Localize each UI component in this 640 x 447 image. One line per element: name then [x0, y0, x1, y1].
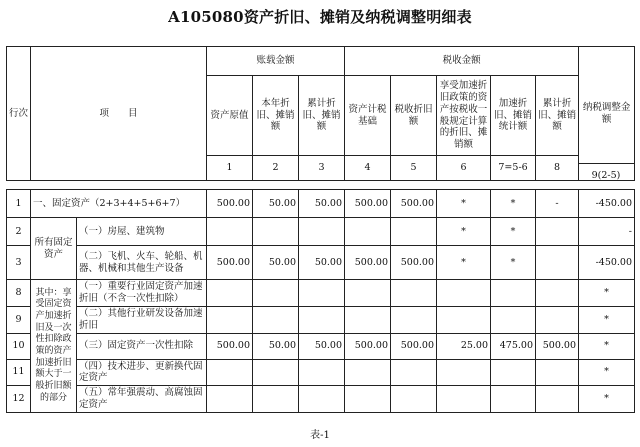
group-label-fixed-assets: 所有固定资产 [31, 218, 77, 280]
cell-accum-depreciation: 50.00 [299, 246, 345, 280]
cell-tax-depreciation: 500.00 [391, 333, 437, 359]
cell-tax-adjustment: * [579, 333, 635, 359]
cell-annual-depreciation [253, 306, 299, 333]
col-header-4: 资产计税基础 [345, 76, 391, 156]
col-number-1: 1 [207, 156, 253, 181]
cell-asset-value [207, 306, 253, 333]
row-number: 10 [7, 333, 31, 359]
cell-tax-basis [345, 218, 391, 246]
cell-tax-depreciation [391, 280, 437, 307]
cell-asset-value: 500.00 [207, 333, 253, 359]
cell-tax-depreciation [391, 359, 437, 386]
col-number-8: 8 [536, 156, 579, 181]
cell-tax-adjustment: -450.00 [579, 190, 635, 218]
cell-tax-depreciation: 500.00 [391, 246, 437, 280]
col-header-7: 加速折旧、摊销统计额 [491, 76, 536, 156]
row-number: 2 [7, 218, 31, 246]
row-label: （二）飞机、火车、轮船、机器、机械和其他生产设备 [77, 246, 207, 280]
cell-tax-adjustment: * [579, 306, 635, 333]
cell-accel-stat: * [491, 218, 536, 246]
cell-accum-depreciation [299, 218, 345, 246]
cell-accum-depreciation [299, 280, 345, 307]
col-number-5: 5 [391, 156, 437, 181]
cell-tax-basis [345, 359, 391, 386]
page-footer: 表-1 [310, 430, 330, 441]
cell-tax-accum [536, 359, 579, 386]
row-number: 11 [7, 359, 31, 386]
table-row [7, 280, 635, 307]
cell-general-depreciation: * [437, 190, 491, 218]
cell-general-depreciation: * [437, 218, 491, 246]
cell-accel-stat [491, 280, 536, 307]
row-number: 9 [7, 306, 31, 333]
cell-tax-basis: 500.00 [345, 246, 391, 280]
table-row [7, 218, 635, 246]
cell-general-depreciation [437, 386, 491, 413]
row-label: （一）重要行业固定资产加速折旧（不含一次性扣除） [77, 280, 207, 307]
cell-accel-stat: * [491, 246, 536, 280]
row-number: 1 [7, 190, 31, 218]
cell-asset-value: 500.00 [207, 246, 253, 280]
cell-accum-depreciation [299, 306, 345, 333]
col-header-6: 享受加速折旧政策的资产按税收一般规定计算的折旧、摊销额 [437, 76, 491, 156]
cell-tax-adjustment: - [579, 218, 635, 246]
cell-tax-accum: 500.00 [536, 333, 579, 359]
col-header-8: 累计折旧、摊销额 [536, 76, 579, 156]
row-label: （三）固定资产一次性扣除 [77, 333, 207, 359]
cell-accel-stat: * [491, 190, 536, 218]
row-label: （一）房屋、建筑物 [77, 218, 207, 246]
cell-tax-accum: - [536, 190, 579, 218]
cell-tax-basis [345, 306, 391, 333]
col-number-9: 9(2-5) [578, 163, 634, 188]
cell-tax-basis [345, 280, 391, 307]
table-row [7, 333, 635, 359]
cell-general-depreciation [437, 359, 491, 386]
table-row [7, 246, 635, 280]
cell-accel-stat [491, 359, 536, 386]
cell-annual-depreciation [253, 359, 299, 386]
cell-tax-depreciation [391, 218, 437, 246]
cell-annual-depreciation: 50.00 [253, 246, 299, 280]
cell-tax-adjustment: * [579, 280, 635, 307]
cell-general-depreciation [437, 306, 491, 333]
col-header-3: 累计折旧、摊销额 [299, 76, 345, 156]
row-number: 8 [7, 280, 31, 307]
col-header-2: 本年折旧、摊销额 [253, 76, 299, 156]
cell-general-depreciation [437, 280, 491, 307]
col-header-5: 税收折旧额 [391, 76, 437, 156]
cell-accum-depreciation: 50.00 [299, 333, 345, 359]
cell-tax-adjustment: * [579, 359, 635, 386]
cell-accum-depreciation: 50.00 [299, 190, 345, 218]
cell-tax-depreciation: 500.00 [391, 190, 437, 218]
table-row [7, 306, 635, 333]
header-tax-amount: 税收金额 [345, 47, 579, 76]
cell-annual-depreciation [253, 386, 299, 413]
row-label: （五）常年强震动、高腐蚀固定资产 [77, 386, 207, 413]
col-number-6: 6 [437, 156, 491, 181]
table-row [7, 190, 635, 218]
cell-tax-accum [536, 218, 579, 246]
table-row [7, 359, 635, 386]
cell-asset-value [207, 280, 253, 307]
cell-tax-adjustment: * [579, 386, 635, 413]
cell-accel-stat [491, 386, 536, 413]
cell-annual-depreciation: 50.00 [253, 333, 299, 359]
cell-tax-depreciation [391, 306, 437, 333]
cell-tax-depreciation [391, 386, 437, 413]
cell-accel-stat [491, 306, 536, 333]
row-label: 一、固定资产（2+3+4+5+6+7） [31, 190, 207, 218]
group-label-accelerated: 其中：享受固定资产加速折旧及一次性扣除政策的资产加速折旧额大于一般折旧额的部分 [31, 280, 77, 413]
col-header-1: 资产原值 [207, 76, 253, 156]
depreciation-table-body [6, 189, 635, 413]
header-line-no: 行次 [7, 47, 31, 181]
header-book-amount: 账载金额 [207, 47, 345, 76]
page-title: A105080资产折旧、摊销及纳税调整明细表 [168, 8, 472, 26]
row-number: 12 [7, 386, 31, 413]
col-number-3: 3 [299, 156, 345, 181]
cell-tax-accum [536, 280, 579, 307]
cell-accel-stat: 475.00 [491, 333, 536, 359]
cell-tax-basis: 500.00 [345, 190, 391, 218]
col-number-7: 7=5-6 [491, 156, 536, 181]
cell-tax-accum [536, 386, 579, 413]
col-number-2: 2 [253, 156, 299, 181]
col-number-4: 4 [345, 156, 391, 181]
cell-tax-accum [536, 246, 579, 280]
cell-general-depreciation: * [437, 246, 491, 280]
row-number: 3 [7, 246, 31, 280]
header-tax-adjustment: 纳税调整金额 [579, 47, 635, 181]
cell-asset-value [207, 218, 253, 246]
header-item: 项 目 [31, 47, 207, 181]
table-row [7, 386, 635, 413]
cell-tax-adjustment: -450.00 [579, 246, 635, 280]
row-label: （四）技术进步、更新换代固定资产 [77, 359, 207, 386]
cell-accum-depreciation [299, 386, 345, 413]
cell-accum-depreciation [299, 359, 345, 386]
cell-tax-basis [345, 386, 391, 413]
row-label: （二）其他行业研发设备加速折旧 [77, 306, 207, 333]
cell-asset-value: 500.00 [207, 190, 253, 218]
cell-annual-depreciation [253, 218, 299, 246]
depreciation-table [6, 46, 635, 207]
cell-annual-depreciation [253, 280, 299, 307]
cell-annual-depreciation: 50.00 [253, 190, 299, 218]
cell-tax-basis: 500.00 [345, 333, 391, 359]
cell-tax-accum [536, 306, 579, 333]
cell-general-depreciation: 25.00 [437, 333, 491, 359]
cell-asset-value [207, 359, 253, 386]
cell-asset-value [207, 386, 253, 413]
